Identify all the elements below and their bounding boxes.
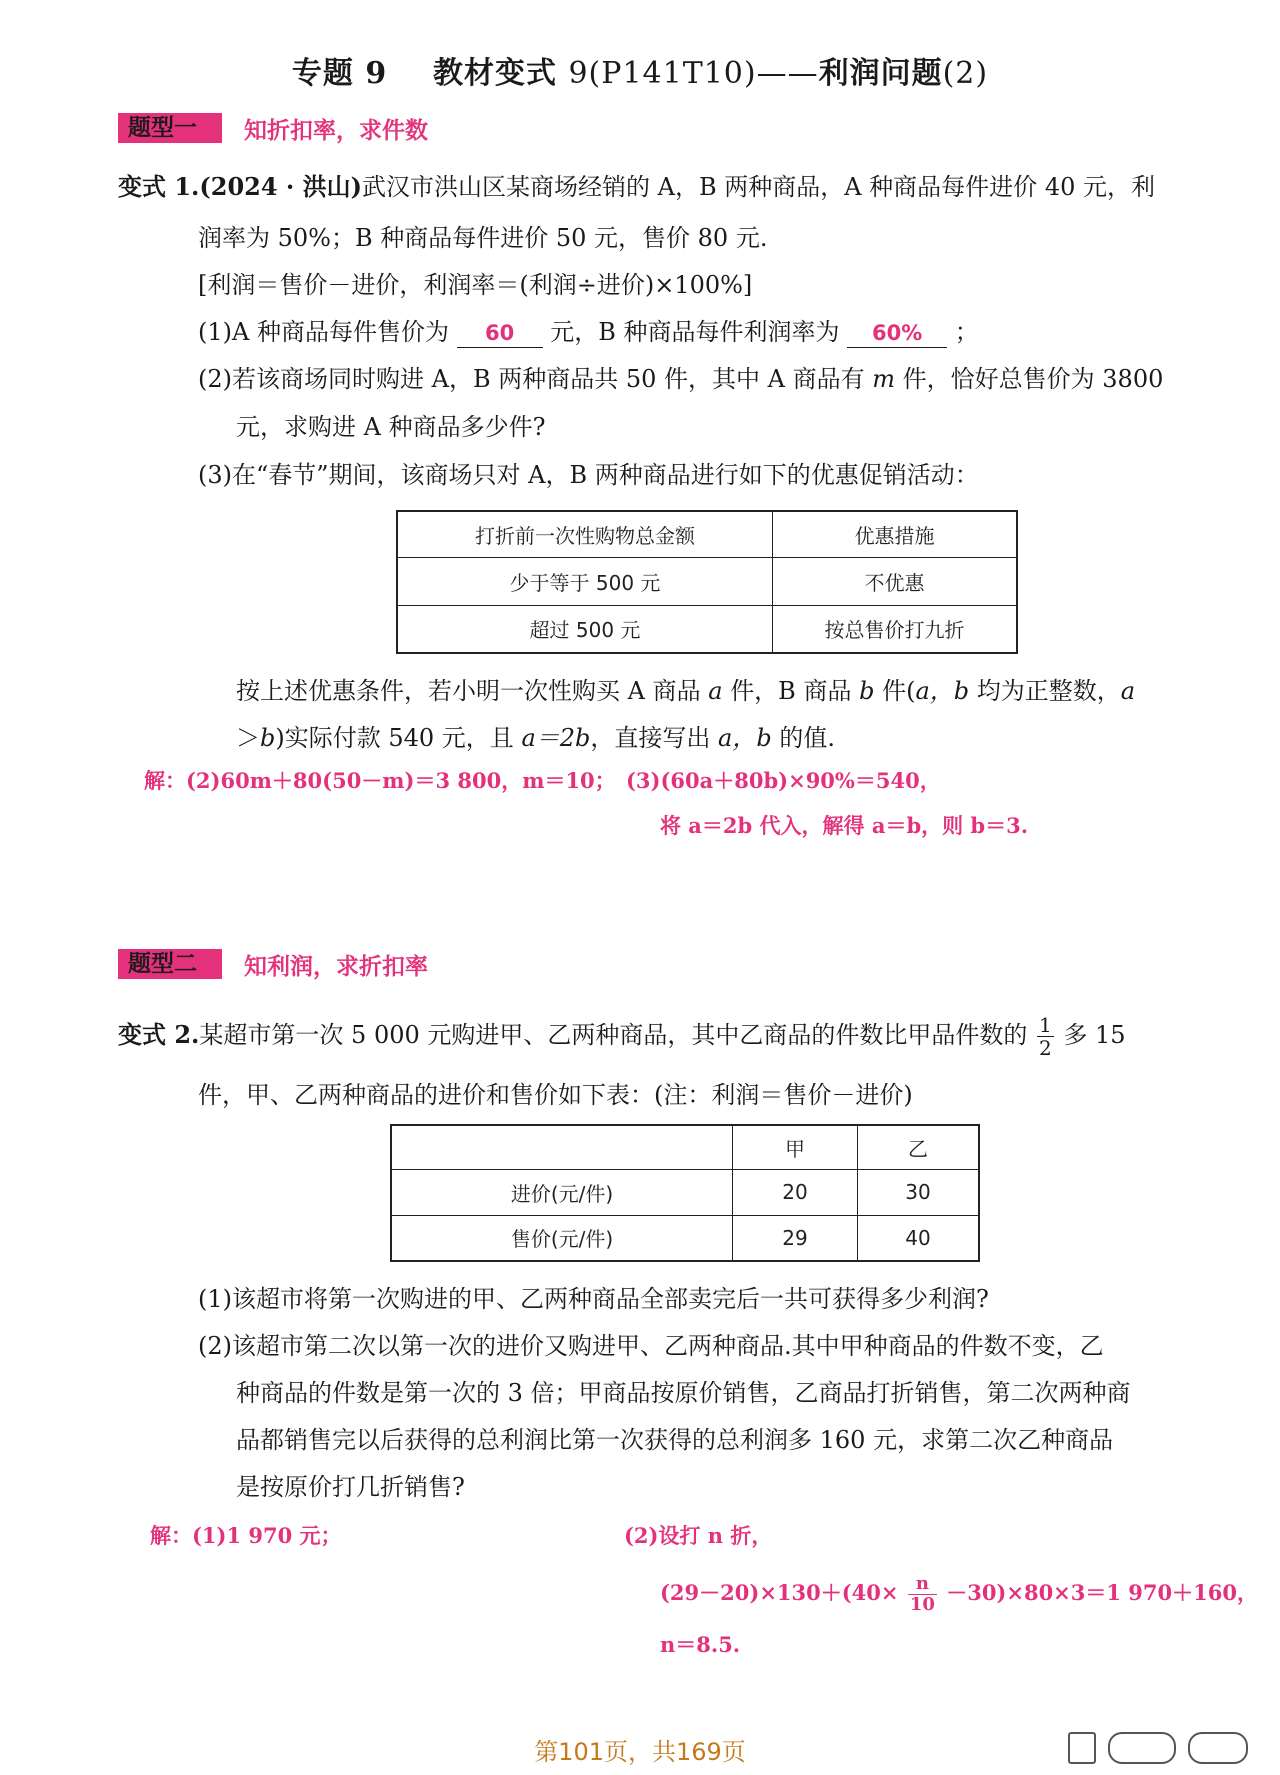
- q1-part-3-text-d: 均为正整数，: [976, 677, 1121, 705]
- q1-answer-left: 解：(2)60m＋80(50－m)＝3 800，m＝10；: [144, 768, 616, 793]
- q1-line-1: [118, 170, 1155, 204]
- table-cell: 不优惠: [773, 557, 1018, 605]
- q1-text-1: 武汉市洪山区某商场经销的 A，B 两种商品，A 种商品每件进价 40 元，利: [362, 173, 1155, 201]
- q1-part-3-text-c: 件(: [882, 677, 916, 705]
- price-table: [390, 1124, 980, 1262]
- q1-answer-blank-1: 60: [457, 319, 543, 348]
- q1-part-1: [198, 315, 979, 349]
- page-title: [0, 48, 1280, 92]
- section-1-header: [118, 112, 428, 144]
- table-row: [391, 1169, 979, 1215]
- zoom-slider-icon[interactable]: [1188, 1732, 1248, 1764]
- page-indicator: 第101页，共169页: [534, 1738, 746, 1766]
- q1-part-2-text-b: 件，恰好总售价为 3800: [902, 365, 1164, 393]
- table-cell: 29: [733, 1215, 858, 1261]
- q1-part-1-text-c: ；: [954, 318, 979, 346]
- q2-answer-eq-a: (29－20)×130＋(40×: [660, 1580, 899, 1605]
- q1-gt-sign: ＞: [236, 724, 260, 752]
- table-cell: 按总售价打九折: [773, 605, 1018, 653]
- q2-text-b: 多 15: [1063, 1021, 1126, 1049]
- q1-eq-a2b: a＝2b: [521, 724, 591, 752]
- q1-part-3-line-2: [236, 721, 835, 755]
- fraction-denominator: 10: [909, 1594, 935, 1615]
- q1-part-3-text-g: 的值.: [779, 724, 835, 752]
- q1-part-2-text-a: (2)若该商场同时购进 A，B 两种商品共 50 件，其中 A 商品有: [198, 365, 865, 393]
- q1-var-b: b: [859, 677, 875, 705]
- table-row: [397, 605, 1017, 653]
- q1-line-2: 润率为 50%；B 种商品每件进价 50 元，售价 80 元.: [198, 224, 768, 252]
- q1-part-3-text-f: ，直接写出: [590, 724, 711, 752]
- table-cell: 30: [858, 1169, 980, 1215]
- q1-var-a-end: a: [1120, 677, 1136, 705]
- q2-answer-right-2: [660, 1574, 1258, 1615]
- table-cell: 售价(元/件): [391, 1215, 733, 1261]
- q1-part-2-line-2: 元，求购进 A 种商品多少件?: [236, 413, 546, 441]
- table-cell: 超过 500 元: [397, 605, 773, 653]
- q1-var-ab: a，b: [915, 677, 970, 705]
- table-cell: 进价(元/件): [391, 1169, 733, 1215]
- q2-line-1: [118, 1014, 1126, 1059]
- q2-label: 变式 2.: [118, 1020, 200, 1049]
- discount-table-header-cell: 优惠措施: [773, 511, 1018, 557]
- title-main: 利润问题: [818, 56, 943, 91]
- q2-text-a: 某超市第一次 5 000 元购进甲、乙两种商品，其中乙商品的件数比甲品件数的: [199, 1021, 1028, 1049]
- q2-answer-left: 解：(1)1 970 元；: [150, 1523, 342, 1548]
- q2-answer-right-1: (2)设打 n 折，: [624, 1523, 773, 1548]
- page-toggle-icon[interactable]: [1068, 1732, 1096, 1764]
- q1-label: 变式 1.: [118, 172, 200, 201]
- q1-part-2-line-1: [198, 362, 1163, 396]
- q2-answer-fraction: [908, 1574, 937, 1615]
- q1-answer-blank-2: 60%: [847, 319, 947, 348]
- scroll-slider-icon[interactable]: [1108, 1732, 1176, 1764]
- q2-part-2-line-1: (2)该超市第二次以第一次的进价又购进甲、乙两种商品.其中甲种商品的件数不变，乙: [198, 1332, 1104, 1360]
- q2-line-2: 件，甲、乙两种商品的进价和售价如下表：(注：利润＝售价－进价): [198, 1081, 913, 1109]
- title-suffix: (2): [942, 56, 989, 91]
- price-table-header-cell: 甲: [733, 1125, 858, 1169]
- fraction-denominator: 2: [1039, 1036, 1052, 1060]
- q2-fraction-half: [1037, 1014, 1054, 1059]
- section-1-badge: 题型一: [118, 113, 222, 143]
- q1-part-3: (3)在“春节”期间，该商场只对 A，B 两种商品进行如下的优惠促销活动：: [198, 461, 979, 489]
- table-row: [397, 557, 1017, 605]
- q2-part-2-line-3: 品都销售完以后获得的总利润比第一次获得的总利润多 160 元，求第二次乙种商品: [236, 1426, 1114, 1454]
- section-2-header: [118, 948, 428, 980]
- q1-part-3-line-1: [236, 674, 1135, 708]
- table-cell: 40: [858, 1215, 980, 1261]
- fraction-numerator: n: [915, 1573, 929, 1594]
- q1-var-b-2: b: [260, 724, 276, 752]
- q1-part-3-text-e: )实际付款 540 元，且: [275, 724, 514, 752]
- section-2-title: 知利润，求折扣率: [244, 953, 428, 980]
- q2-part-2-line-2: 种商品的件数是第一次的 3 倍；甲商品按原价销售，乙商品打折销售，第二次两种商: [236, 1379, 1131, 1407]
- q1-var-a: a: [708, 677, 723, 705]
- price-table-header-cell: [391, 1125, 733, 1169]
- section-1-title: 知折扣率，求件数: [244, 117, 428, 144]
- table-row: [391, 1215, 979, 1261]
- title-prefix: 专题 9: [291, 56, 388, 91]
- table-cell: 少于等于 500 元: [397, 557, 773, 605]
- title-mid: 教材变式: [433, 56, 558, 91]
- viewer-controls: [1060, 1732, 1260, 1762]
- discount-table-header-cell: 打折前一次性购物总金额: [397, 511, 773, 557]
- discount-table: [396, 510, 1018, 654]
- q2-part-1: (1)该超市将第一次购进的甲、乙两种商品全部卖完后一共可获得多少利润?: [198, 1285, 989, 1313]
- q1-answer-right-2: 将 a＝2b 代入，解得 a＝b，则 b＝3.: [660, 813, 1029, 838]
- table-cell: 20: [733, 1169, 858, 1215]
- q2-answer-eq-b: －30)×80×3＝1 970＋160，: [946, 1580, 1258, 1605]
- q2-answer-right-3: n＝8.5.: [660, 1632, 741, 1657]
- price-table-header-cell: 乙: [858, 1125, 980, 1169]
- q2-part-2-line-4: 是按原价打几折销售?: [236, 1473, 465, 1501]
- q1-var-m: m: [872, 365, 896, 393]
- fraction-numerator: 1: [1039, 1013, 1052, 1037]
- q1-part-3-text-b: 件，B 商品: [730, 677, 852, 705]
- q1-part-1-text-a: (1)A 种商品每件售价为: [198, 318, 449, 346]
- q1-part-3-text-a: 按上述优惠条件，若小明一次性购买 A 商品: [236, 677, 701, 705]
- q1-hint: [利润＝售价－进价，利润率＝(利润÷进价)×100%]: [198, 271, 753, 299]
- q1-answer-right-1: (3)(60a＋80b)×90%＝540，: [626, 768, 941, 793]
- q1-var-ab-2: a，b: [718, 724, 772, 752]
- q1-source: (2024 · 洪山): [199, 172, 362, 201]
- q1-part-1-text-b: 元，B 种商品每件利润率为: [550, 318, 840, 346]
- price-table-header-row: [391, 1125, 979, 1169]
- discount-table-header-row: [397, 511, 1017, 557]
- title-ref: 9(P141T10)——: [568, 56, 819, 91]
- section-2-badge: 题型二: [118, 949, 222, 979]
